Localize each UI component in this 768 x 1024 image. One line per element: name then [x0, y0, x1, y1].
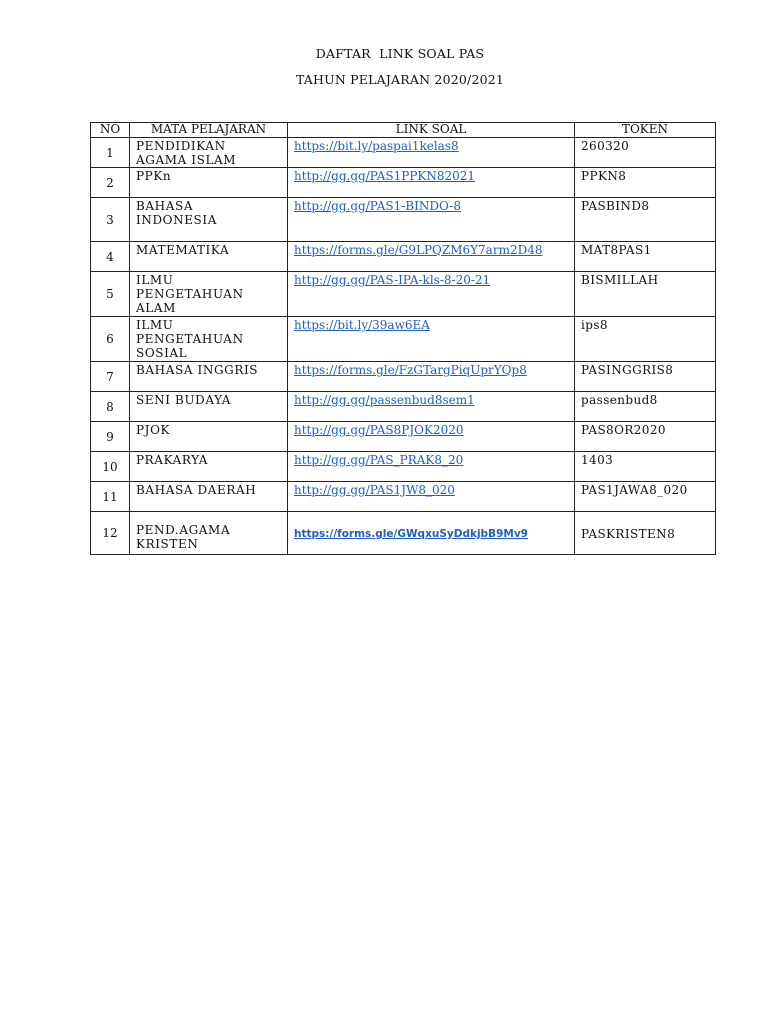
row-link-cell [288, 452, 575, 482]
row-token: PASBIND8 [575, 198, 716, 242]
subject-line: AGAMA ISLAM [136, 153, 237, 167]
row-link-cell [288, 392, 575, 422]
soal-link[interactable]: https://forms.gle/FzGTargPiqUprYQp8 [294, 363, 527, 377]
soal-link[interactable]: http://gg.gg/PAS_PRAK8_20 [294, 453, 464, 467]
row-token: ips8 [575, 317, 716, 362]
subject-line: PEND.AGAMA [136, 523, 231, 537]
table-row [91, 198, 716, 242]
row-link-cell [288, 317, 575, 362]
link-table [90, 122, 716, 555]
soal-link[interactable]: https://forms.gle/GWqxuSyDdkjbB9Mv9 [294, 528, 528, 540]
subject-line: BAHASA INGGRIS [136, 363, 259, 377]
document-subtitle [0, 72, 768, 87]
row-token: 1403 [575, 452, 716, 482]
row-link-cell [288, 482, 575, 512]
row-no: 3 [91, 198, 130, 242]
subject-line: KRISTEN [136, 537, 199, 551]
subject-line: ILMU [136, 273, 174, 287]
row-subject [130, 168, 288, 198]
row-link-cell [288, 272, 575, 317]
row-token: PASKRISTEN8 [575, 512, 716, 555]
row-no: 6 [91, 317, 130, 362]
subject-line: MATEMATIKA [136, 243, 230, 257]
row-subject [130, 272, 288, 317]
row-subject [130, 198, 288, 242]
row-no: 1 [91, 138, 130, 168]
soal-link[interactable]: https://bit.ly/paspai1kelas8 [294, 139, 459, 153]
row-token: PASINGGRIS8 [575, 362, 716, 392]
row-link-cell [288, 362, 575, 392]
table-row [91, 392, 716, 422]
row-link-cell [288, 422, 575, 452]
header-link: LINK SOAL [288, 123, 575, 138]
table-header-row [91, 123, 716, 138]
subject-line: SENI BUDAYA [136, 393, 232, 407]
subject-line: PRAKARYA [136, 453, 209, 467]
row-no: 5 [91, 272, 130, 317]
header-subject: MATA PELAJARAN [130, 123, 288, 138]
row-token: PAS1JAWA8_020 [575, 482, 716, 512]
subject-line: PENDIDIKAN [136, 139, 226, 153]
row-subject [130, 422, 288, 452]
title-line-2: TAHUN PELAJARAN 2020/2021 [295, 72, 505, 87]
row-subject [130, 362, 288, 392]
row-link-cell [288, 242, 575, 272]
row-no: 10 [91, 452, 130, 482]
header-no: NO [91, 123, 130, 138]
table-row [91, 362, 716, 392]
header-token: TOKEN [575, 123, 716, 138]
table-row [91, 512, 716, 555]
soal-link[interactable]: http://gg.gg/PAS8PJOK2020 [294, 423, 464, 437]
soal-link[interactable]: http://gg.gg/PAS1-BINDO-8 [294, 199, 461, 213]
subject-line: PENGETAHUAN [136, 332, 244, 346]
row-link-cell [288, 168, 575, 198]
row-token: 260320 [575, 138, 716, 168]
subject-line: PPKn [136, 169, 172, 183]
subject-line: BAHASA [136, 199, 194, 213]
table-row [91, 168, 716, 198]
row-no: 8 [91, 392, 130, 422]
subject-line: SOSIAL [136, 346, 188, 360]
soal-link[interactable]: https://forms.gle/G9LPQZM6Y7arm2D48 [294, 243, 543, 257]
row-subject [130, 317, 288, 362]
row-no: 4 [91, 242, 130, 272]
row-no: 7 [91, 362, 130, 392]
row-token: PAS8OR2020 [575, 422, 716, 452]
soal-link[interactable]: http://gg.gg/PAS1PPKN82021 [294, 169, 476, 183]
row-no: 9 [91, 422, 130, 452]
row-link-cell [288, 198, 575, 242]
row-link-cell [288, 512, 575, 555]
table-row [91, 317, 716, 362]
row-subject [130, 242, 288, 272]
table-row [91, 242, 716, 272]
row-no: 11 [91, 482, 130, 512]
subject-line: ALAM [136, 301, 176, 315]
soal-link[interactable]: https://bit.ly/39aw6EA [294, 318, 430, 332]
row-subject [130, 452, 288, 482]
row-token: BISMILLAH [575, 272, 716, 317]
row-token: MAT8PAS1 [575, 242, 716, 272]
row-subject [130, 482, 288, 512]
row-subject [130, 512, 288, 555]
row-subject [130, 392, 288, 422]
subject-line: PENGETAHUAN [136, 287, 244, 301]
row-subject [130, 138, 288, 168]
row-link-cell [288, 138, 575, 168]
row-no: 12 [91, 512, 130, 555]
row-no: 2 [91, 168, 130, 198]
subject-line: ILMU [136, 318, 174, 332]
table-row [91, 482, 716, 512]
subject-line: INDONESIA [136, 213, 217, 227]
table-row [91, 422, 716, 452]
soal-link[interactable]: http://gg.gg/PAS1JW8_020 [294, 483, 455, 497]
row-token: passenbud8 [575, 392, 716, 422]
row-token: PPKN8 [575, 168, 716, 198]
document-title [0, 46, 768, 61]
subject-line: PJOK [136, 423, 171, 437]
table-row [91, 272, 716, 317]
soal-link[interactable]: http://gg.gg/passenbud8sem1 [294, 393, 475, 407]
soal-link[interactable]: http://gg.gg/PAS-IPA-kls-8-20-21 [294, 273, 491, 287]
subject-line: BAHASA DAERAH [136, 483, 257, 497]
table-row [91, 138, 716, 168]
title-line-1: DAFTAR LINK SOAL PAS [315, 46, 485, 61]
table-row [91, 452, 716, 482]
